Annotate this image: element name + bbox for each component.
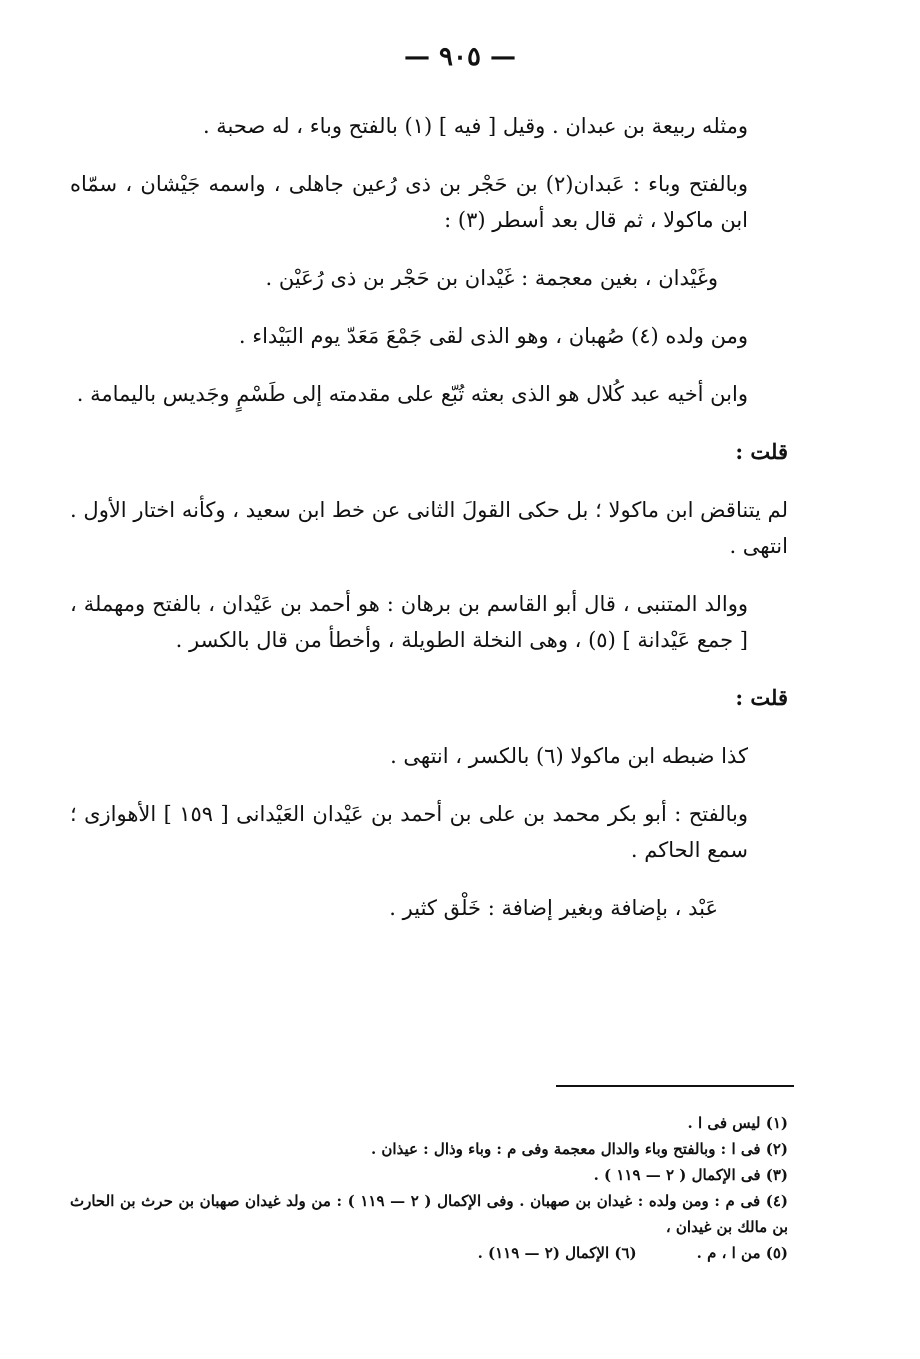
paragraph-abd-kulal: وابن أخيه عبد كُلال هو الذى بعثه تُبّع على مقدمته إلى طَسْمٍ وجَديس باليمامة . [76,382,748,406]
section-heading-qultu-1: قلت : [735,439,788,464]
footnotes [70,1110,788,1266]
paragraph-abdan: وبالفتح وباء : عَبدان(٢) بن حَجْر بن ذى رُعين جاهلى ، واسمه جَيْشان ، سمّاه ابن ماكولا ، ثم قال بعد أسطر (٣) : [70,172,748,232]
paragraph-makula: لم يتناقض ابن ماكولا ؛ بل حكى القولَ الثانى عن خط ابن سعيد ، وكأنه اختار الأول . انتهى . [70,498,788,558]
paragraph-ghaydan: وغَيْدان ، بغين معجمة : غَيْدان بن حَجْر بن ذى رُعَيْن . [265,266,718,290]
footnote-divider [556,1085,794,1087]
footnote-5: (٥) من ا ، م . [696,1244,788,1262]
footnote-row-5-6 [70,1240,788,1266]
footnote-3: (٣) فى الإكمال ( ٢ — ١١٩ ) . [593,1166,788,1184]
footnote-6: (٦) الإكمال (٢ — ١١٩) . [477,1244,637,1262]
page-number: — ٩٠٥ — [403,42,517,72]
paragraph-rabia: ومثله ربيعة بن عبدان . وقيل [ فيه ] (١) بالفتح وباء ، له صحبة . [202,114,748,138]
paragraph-kasr: كذا ضبطه ابن ماكولا (٦) بالكسر ، انتهى . [390,744,748,768]
footnote-2: (٢) فى ا : وبالفتح وباء والدال معجمة وفى م : وباء وذال : عيذان . [370,1140,788,1158]
footnote-4: (٤) فى م : ومن ولده : غيدان بن صهبان . وفى الإكمال ( ٢ — ١١٩ ) : من ولد غيدان صهبان بن حرث بن الحارث بن مالك بن غيدان ، [70,1192,788,1236]
paragraph-suhban: ومن ولده (٤) صُهبان ، وهو الذى لقى جَمْعَ مَعَدّ يوم البَيْداء . [238,324,748,348]
footnote-1: (١) ليس فى ا . [687,1114,788,1132]
paragraph-mutanabbi-father: ووالد المتنبى ، قال أبو القاسم بن برهان : هو أحمد بن عَيْدان ، بالفتح ومهملة ، [ جمع عَيْدانة ] (٥) ، وهى النخلة الطويلة ، وأخطأ من قال بالكسر . [70,592,748,652]
main-text [70,108,788,948]
paragraph-ahwazi: وبالفتح : أبو بكر محمد بن على بن أحمد بن عَيْدان العَيْدانى [ ١٥٩ ] الأهوازى ؛ سمع الحاكم . [70,802,748,862]
paragraph-abd: عَبْد ، بإضافة وبغير إضافة : خَلْق كثير . [389,896,718,920]
section-heading-qultu-2: قلت : [735,685,788,710]
